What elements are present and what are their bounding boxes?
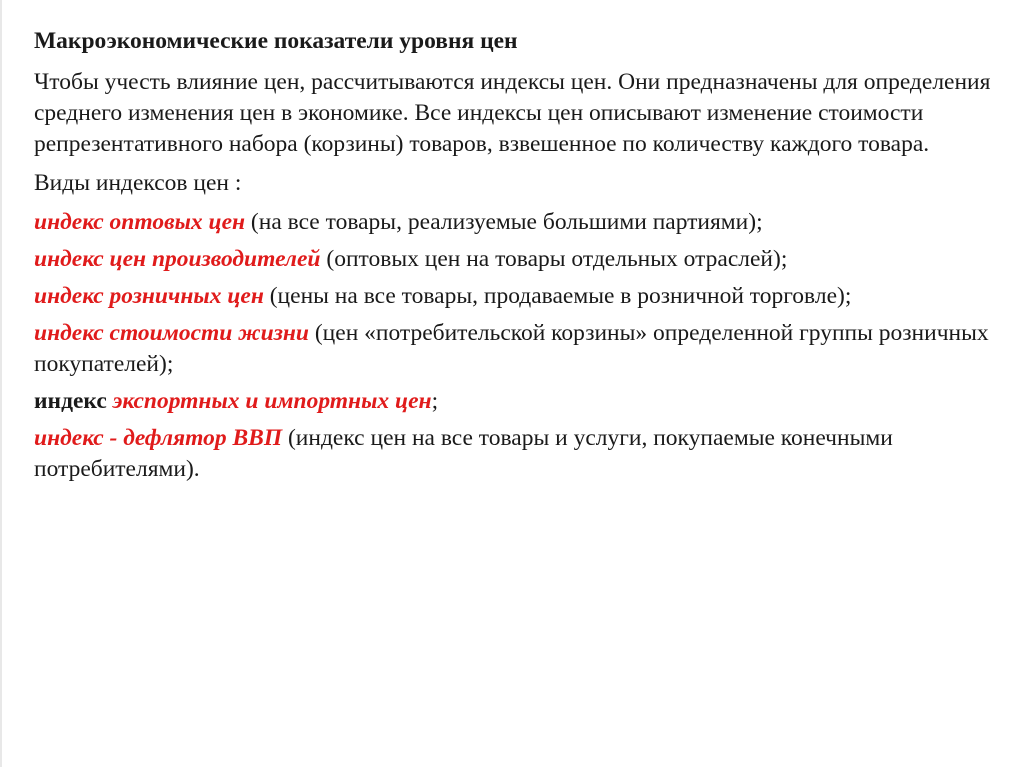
- list-item-producer-index: [34, 244, 1006, 275]
- desc-export-import-index: ;: [431, 388, 439, 414]
- term-producer-index: индекс цен производителей: [34, 246, 321, 272]
- desc-wholesale-index: (на все товары, реализуемые большими партиями);: [245, 209, 763, 235]
- slide-content: [34, 26, 1006, 491]
- desc-cost-of-living-index: (цен «потребительской корзины» определенной группы розничных покупателей);: [34, 320, 989, 377]
- list-item-retail-index: [34, 281, 1006, 312]
- term-wholesale-index: индекс оптовых цен: [34, 209, 246, 235]
- desc-gdp-deflator: (индекс цен на все товары и услуги, покупаемые конечными потребителями).: [34, 425, 893, 482]
- term-prefix-export-import-index: индекс: [34, 388, 113, 414]
- intro-paragraph: Чтобы учесть влияние цен, рассчитываются индексы цен. Они предназначены для определения среднего изменения цен в экономике. Все индексы цен описывают изменение стоимости репрезентативного набора (корзины) товаров, взвешенное по количеству каждого товара.: [34, 69, 991, 157]
- list-item-wholesale-index: [34, 207, 1006, 238]
- list-item-export-import-index: [34, 386, 1006, 417]
- desc-producer-index: (оптовых цен на товары отдельных отраслей);: [320, 246, 788, 272]
- term-export-import-index: экспортных и импортных цен: [112, 388, 432, 414]
- list-item-cost-of-living-index: [34, 318, 1006, 380]
- desc-retail-index: (цены на все товары, продаваемые в розничной торговле);: [263, 283, 852, 309]
- term-cost-of-living-index: индекс стоимости жизни: [34, 320, 309, 346]
- slide-title: Макроэкономические показатели уровня цен: [34, 28, 518, 54]
- list-item-gdp-deflator: [34, 423, 1006, 485]
- term-retail-index: индекс розничных цен: [34, 283, 264, 309]
- term-gdp-deflator: индекс - дефлятор ВВП: [34, 425, 283, 451]
- types-heading: Виды индексов цен :: [34, 170, 242, 196]
